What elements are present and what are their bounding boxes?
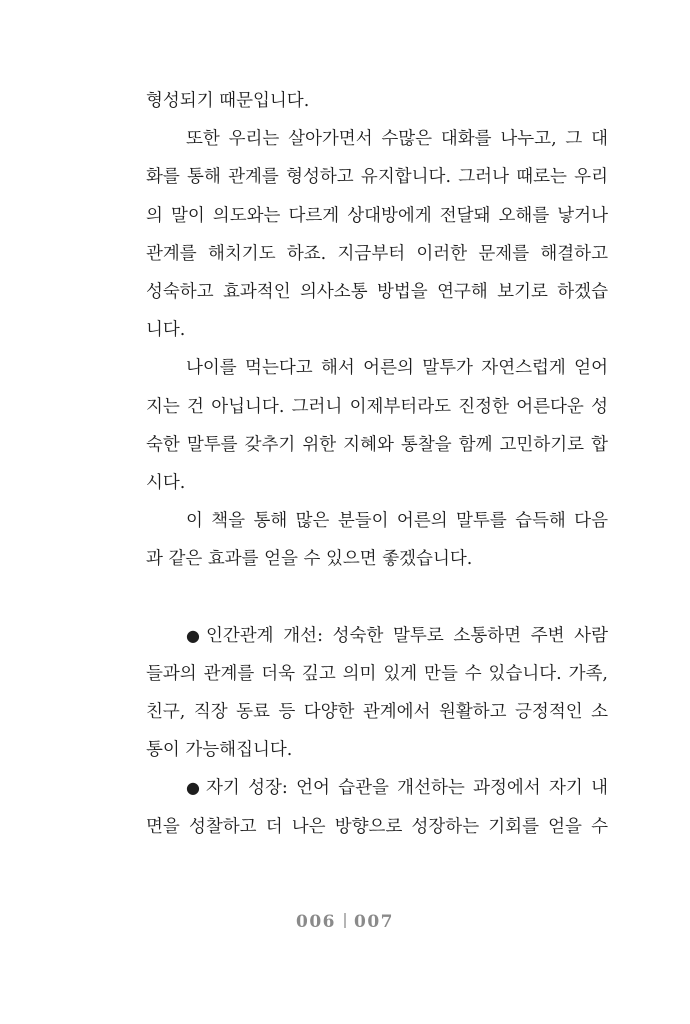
bullet-icon: ● — [186, 625, 200, 645]
text-line: 시다. — [146, 472, 186, 493]
bullet-text: 인간관계 개선: 성숙한 말투로 소통하면 주변 사람 — [205, 625, 608, 646]
body-text — [146, 82, 608, 846]
text-line: 숙한 말투를 갖추기 위한 지혜와 통찰을 함께 고민하기로 합 — [146, 434, 608, 455]
page-number-footer — [0, 912, 690, 932]
text-line: 들과의 관계를 더욱 깊고 의미 있게 만들 수 있습니다. 가족, — [146, 663, 608, 684]
text-line: 나이를 먹는다고 해서 어른의 말투가 자연스럽게 얻어 — [186, 358, 608, 379]
bullet-text: 자기 성장: 언어 습관을 개선하는 과정에서 자기 내 — [205, 778, 608, 799]
text-line: 화를 통해 관계를 형성하고 유지합니다. 그러나 때로는 우리 — [146, 167, 608, 188]
text-line: 통이 가능해집니다. — [146, 740, 293, 761]
page-number-right: 007 — [354, 912, 394, 932]
text-line: 과 같은 효과를 얻을 수 있으면 좋겠습니다. — [146, 549, 473, 570]
paragraph-gap — [146, 578, 608, 616]
text-line: 이 책을 통해 많은 분들이 어른의 말투를 습득해 다음 — [186, 511, 608, 532]
bullet-icon: ● — [186, 778, 200, 798]
text-line: 또한 우리는 살아가면서 수많은 대화를 나누고, 그 대 — [186, 129, 608, 150]
text-line: 형성되기 때문입니다. — [146, 91, 310, 111]
text-line: 성숙하고 효과적인 의사소통 방법을 연구해 보기로 하겠습 — [146, 281, 608, 302]
text-line: 의 말이 의도와는 다르게 상대방에게 전달돼 오해를 낳거나 — [146, 205, 608, 226]
page-number-left: 006 — [296, 912, 336, 932]
text-line: 친구, 직장 동료 등 다양한 관계에서 원활하고 긍정적인 소 — [146, 702, 608, 722]
text-line: 면을 성찰하고 더 나은 방향으로 성장하는 기회를 얻을 수 — [146, 816, 608, 837]
page-number-divider — [344, 913, 346, 928]
text-line: 지는 건 아닙니다. 그러니 이제부터라도 진정한 어른다운 성 — [146, 396, 608, 417]
text-line: 니다. — [146, 320, 186, 341]
bullet-item-line — [146, 617, 608, 655]
text-line: 관계를 해치기도 하죠. 지금부터 이러한 문제를 해결하고 — [146, 243, 608, 264]
bullet-item-line — [146, 769, 608, 807]
